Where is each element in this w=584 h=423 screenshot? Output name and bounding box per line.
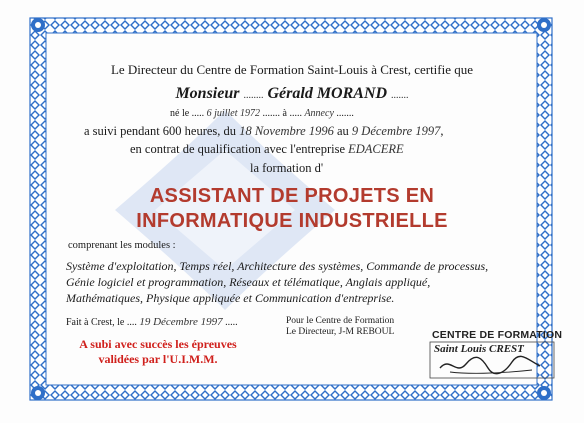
diploma-title-line1: ASSISTANT DE PROJETS EN [149, 185, 435, 207]
honorific: Monsieur [175, 85, 240, 102]
birth-date: 6 juillet 1972 [206, 108, 260, 119]
start-date: 18 Novembre 1996 [239, 124, 334, 138]
dots: .... [126, 317, 137, 328]
certification-header: Le Directeur du Centre de Formation Saint-Louis à Crest, certifie que [110, 62, 474, 77]
dots: ....... [336, 108, 354, 119]
issue-date: 19 Décembre 1997 [139, 316, 223, 328]
birth-place: Annecy [304, 108, 334, 119]
recipient-line [0, 85, 584, 103]
period-prefix: a suivi pendant 600 heures, du [84, 124, 237, 138]
company-name: EDACERE [348, 142, 404, 156]
dots: ..... [289, 108, 302, 119]
contract-line [130, 142, 404, 157]
stamp-title: CENTRE DE FORMATION [432, 329, 563, 341]
mention-line2: validées par l'U.I.M.M. [98, 352, 218, 366]
dots: ..... [191, 108, 205, 119]
dots: ........ [243, 90, 264, 101]
training-period: a suivi pendant 600 heures, du 18 Novembre 1996 au 9 Décembre 1997, [84, 124, 444, 138]
end-date: 9 Décembre 1997 [351, 124, 441, 138]
handwritten-signature [436, 352, 546, 378]
signatory-line2: Le Directeur, J-M REBOUL [286, 327, 395, 337]
formation-label: la formation d' [250, 161, 324, 175]
dots: ....... [262, 108, 280, 119]
at-label: à [282, 108, 287, 119]
fait-label: Fait à Crest, le [66, 317, 125, 328]
mention-line1: A subi avec succès les épreuves [79, 337, 237, 351]
dots: ..... [225, 317, 238, 328]
period-to: au [336, 124, 349, 138]
birth-line [170, 108, 354, 119]
dots: ....... [391, 90, 409, 101]
uimm-mention [68, 337, 248, 367]
born-label: né le [170, 108, 190, 119]
signatory-line1: Pour le Centre de Formation [286, 316, 395, 326]
modules-list: Système d'exploitation, Temps réel, Architecture des systèmes, Commande de processus, Génie logiciel et programmation, Réseaux et télématique, Anglais appliqué, Mathématiques, Physique appliquée et Communication d'entreprise. [66, 259, 489, 305]
modules-intro: comprenant les modules : [68, 240, 176, 251]
contract-prefix: en contrat de qualification avec l'entreprise [130, 142, 345, 156]
diploma-title-line2: INFORMATIQUE INDUSTRIELLE [136, 210, 448, 232]
recipient-name: Gérald MORAND [267, 85, 388, 102]
stamp-subtitle: Saint Louis CREST [434, 343, 524, 355]
signatory-block [286, 316, 416, 338]
issue-place-date [66, 316, 238, 328]
